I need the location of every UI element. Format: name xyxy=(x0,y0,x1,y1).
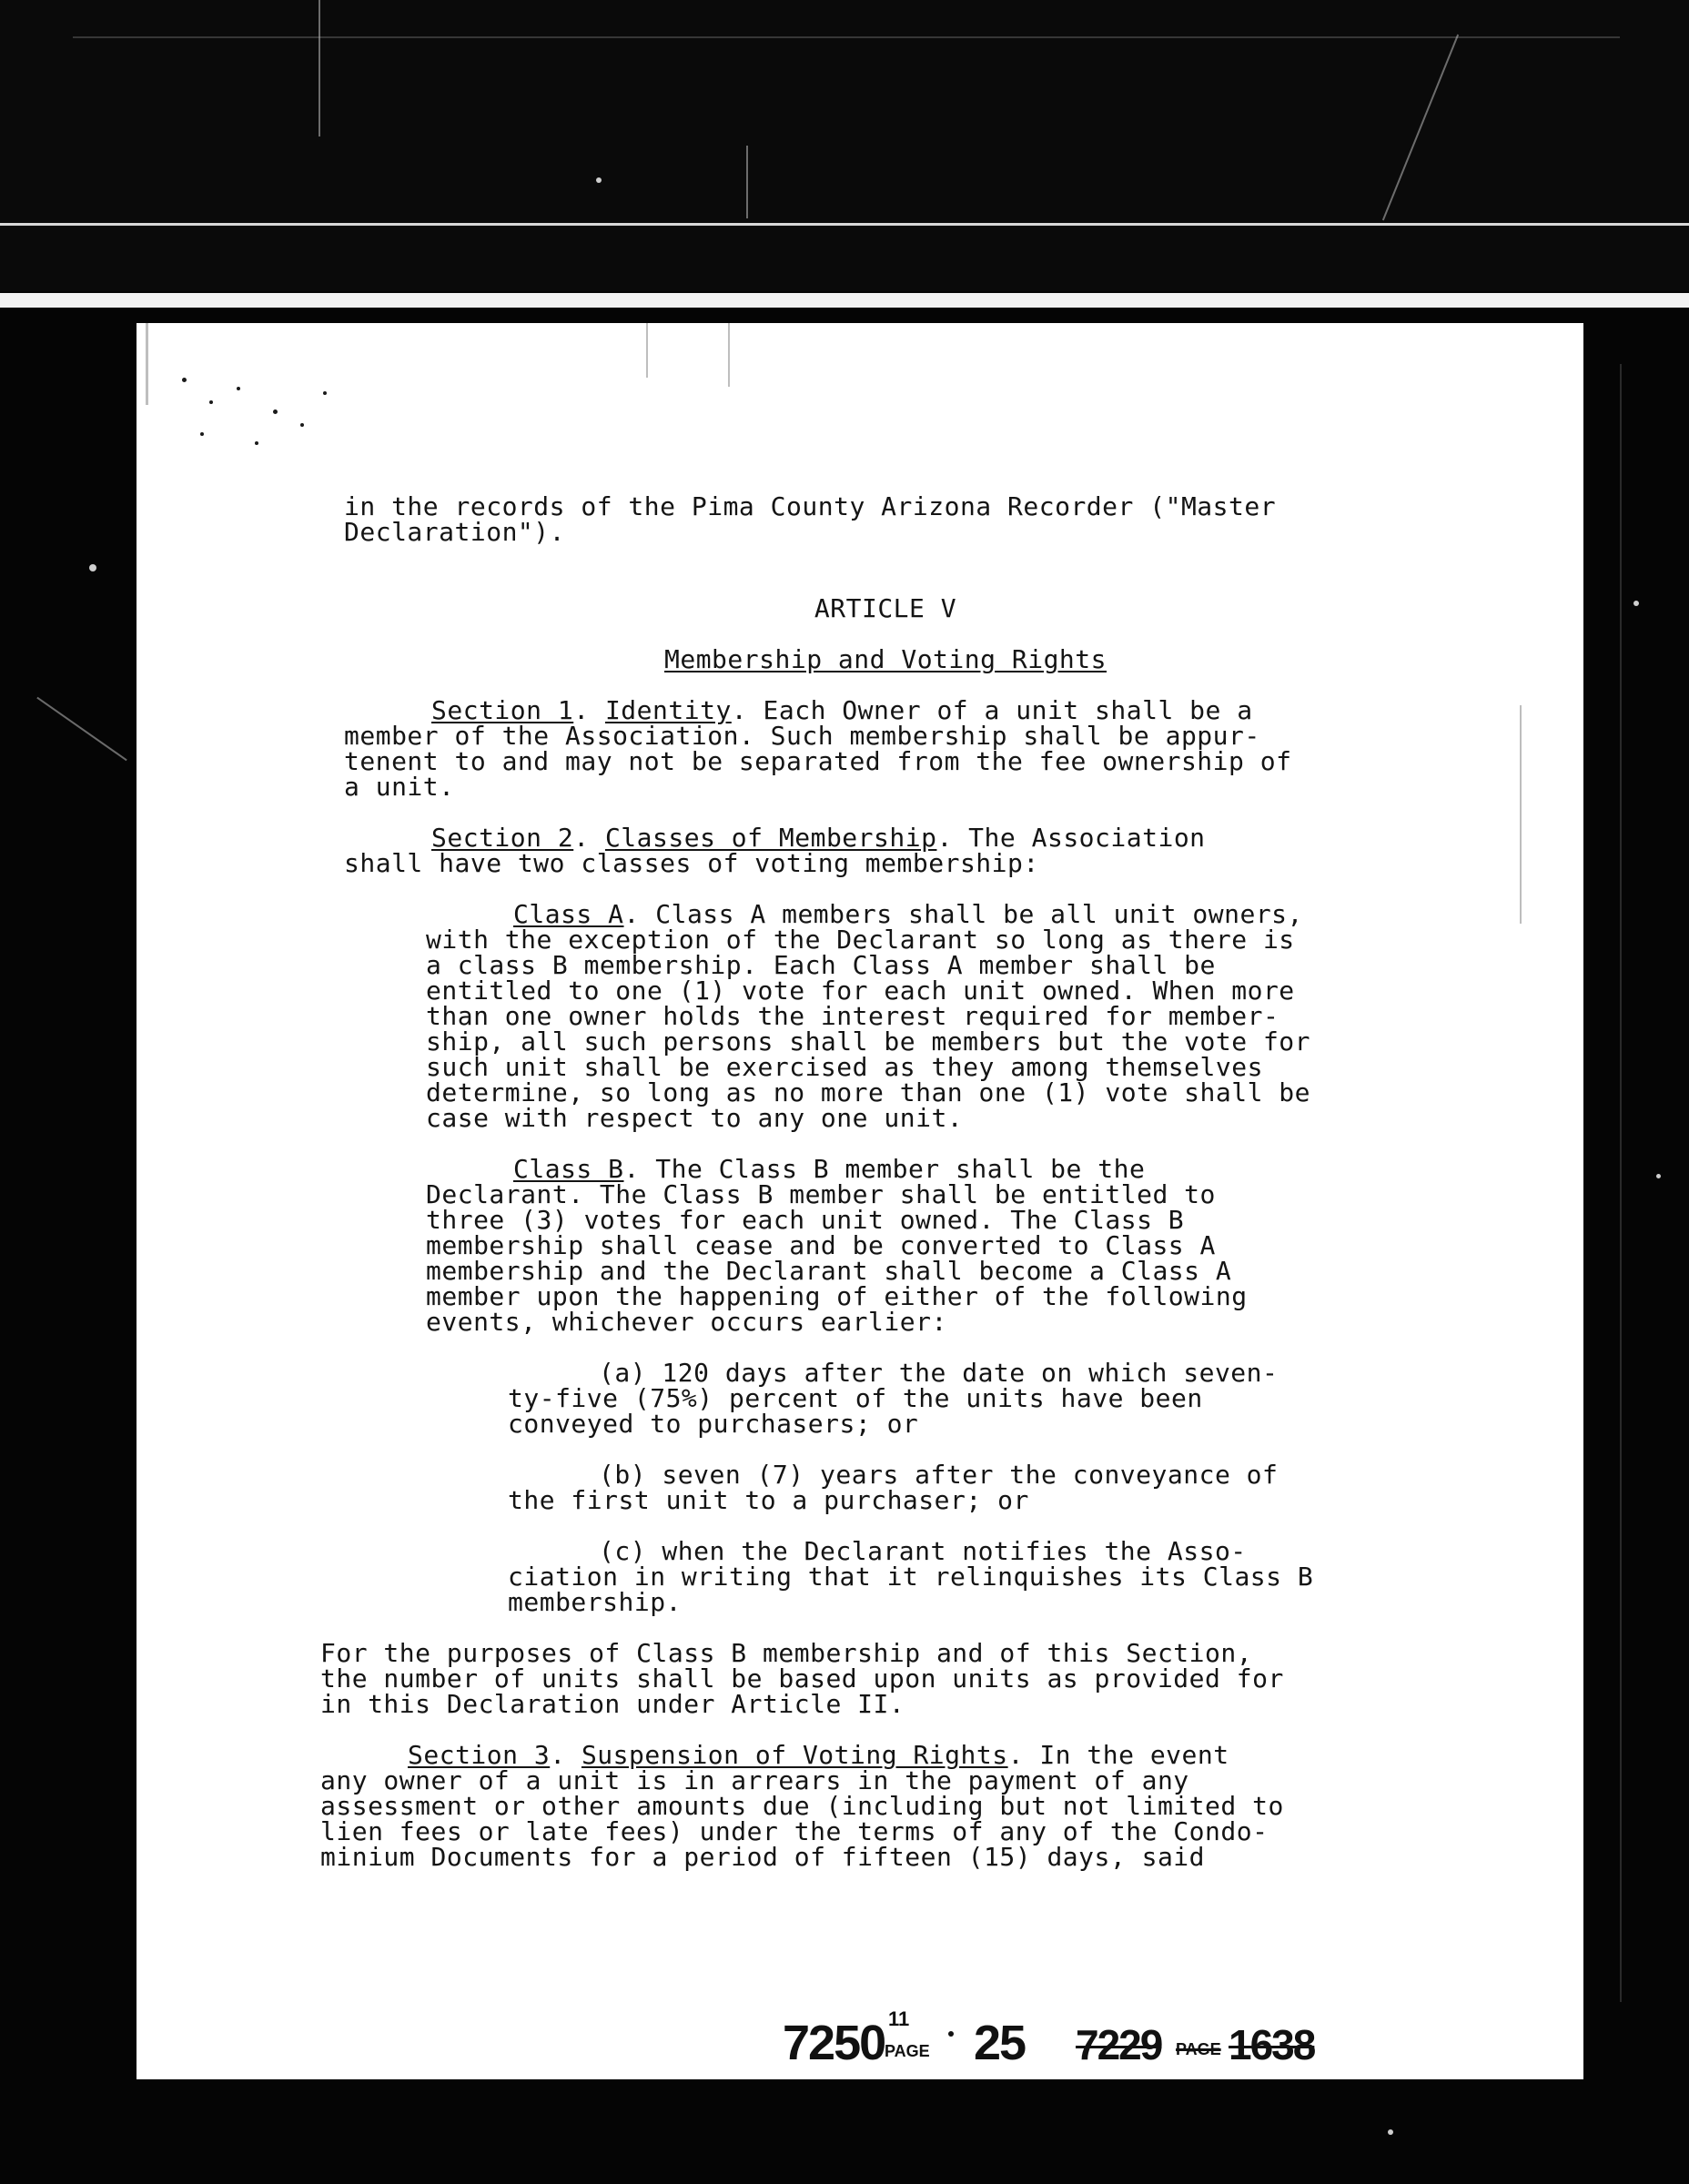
section-2-label: Section 2 xyxy=(431,823,574,853)
class-b-text: The Class B member shall be the xyxy=(655,1154,1146,1184)
scan-streak xyxy=(646,323,648,378)
docket-number: 7250 xyxy=(783,2016,885,2070)
purposes-line: the number of units shall be based upon units as provided for xyxy=(320,1663,1284,1694)
scan-streak xyxy=(73,36,1620,38)
stamp-dot xyxy=(948,2031,954,2037)
scan-streak xyxy=(146,323,148,405)
intro-line: in the records of the Pima County Arizona Recorder ("Master xyxy=(344,491,1277,521)
scan-speck xyxy=(200,432,204,436)
scan-streak xyxy=(1620,364,1622,2002)
purposes-paragraph xyxy=(320,1638,1427,1719)
class-a-line: than one owner holds the interest required for member- xyxy=(426,1001,1279,1031)
purposes-line: in this Declaration under Article II. xyxy=(320,1689,905,1719)
section-3-text: In the event xyxy=(1039,1740,1229,1770)
class-b-line: three (3) votes for each unit owned. The Class B xyxy=(426,1205,1185,1235)
document-body xyxy=(320,491,1427,1872)
article-subtitle-text: Membership and Voting Rights xyxy=(663,644,1107,674)
class-a-line: a class B membership. Each Class A member shall be xyxy=(426,950,1216,980)
section-3-line: Section 3. Suspension of Voting Rights. In the event xyxy=(408,1740,1229,1770)
class-a-label: Class A xyxy=(513,899,624,929)
scan-speck xyxy=(255,441,258,445)
item-b-line: the first unit to a purchaser; or xyxy=(508,1485,1029,1515)
section-1-label: Section 1 xyxy=(431,695,574,725)
section-1 xyxy=(344,695,1427,802)
scan-speck xyxy=(1633,601,1639,606)
scan-streak xyxy=(746,146,748,218)
purposes-line: For the purposes of Class B membership and of this Section, xyxy=(320,1638,1253,1668)
class-a-line: with the exception of the Declarant so long as there is xyxy=(426,925,1295,955)
scan-streak xyxy=(319,0,320,136)
docket-superscript: 11 xyxy=(888,2007,910,2030)
class-a-line: such unit shall be exercised as they among themselves xyxy=(426,1052,1263,1082)
page-label: PAGE xyxy=(885,2042,930,2060)
class-a-line: ship, all such persons shall be members but the vote for xyxy=(426,1026,1311,1057)
scan-rule-band xyxy=(0,293,1689,308)
document-page xyxy=(137,323,1583,2079)
section-3-heading: Suspension of Voting Rights xyxy=(581,1740,1008,1770)
section-2-text: The Association xyxy=(968,823,1206,853)
class-b-line: membership shall cease and be converted to Class A xyxy=(426,1230,1216,1260)
section-1-line: a unit. xyxy=(344,772,455,802)
scan-speck xyxy=(182,378,187,382)
class-b-line: membership and the Declarant shall become a Class A xyxy=(426,1256,1232,1286)
intro-line: Declaration"). xyxy=(344,517,566,547)
class-a-line: case with respect to any one unit. xyxy=(426,1103,964,1133)
scan-speck xyxy=(1388,2129,1393,2135)
item-a xyxy=(344,1360,1427,1437)
class-b-line: Class B. The Class B member shall be the xyxy=(513,1154,1146,1184)
scan-streak xyxy=(36,697,126,761)
scan-speck xyxy=(273,410,278,414)
class-a-line: entitled to one (1) vote for each unit owned. When more xyxy=(426,976,1295,1006)
item-b xyxy=(344,1462,1427,1513)
scan-speck xyxy=(323,391,327,395)
section-2-heading: Classes of Membership xyxy=(604,823,937,853)
article-title: ARTICLE V xyxy=(814,593,957,623)
section-2-line: shall have two classes of voting membership: xyxy=(344,848,1039,878)
class-a-text: Class A members shall be all unit owners, xyxy=(655,899,1303,929)
class-a-line: Class A. Class A members shall be all unit owners, xyxy=(513,899,1303,929)
item-a-line: conveyed to purchasers; or xyxy=(508,1409,919,1439)
section-1-line: Section 1. Identity. Each Owner of a unit shall be a xyxy=(431,695,1253,725)
scan-streak xyxy=(1520,705,1522,924)
struck-page-number: 1638 xyxy=(1229,2021,1315,2068)
section-3-line: assessment or other amounts due (including but not limited to xyxy=(320,1791,1284,1821)
section-3 xyxy=(320,1740,1427,1872)
scan-speck xyxy=(209,400,213,404)
docket-stamp xyxy=(783,2007,1383,2075)
item-b-line: (b) seven (7) years after the conveyance of xyxy=(599,1460,1279,1490)
section-1-line: member of the Association. Such membership shall be appur- xyxy=(344,721,1260,751)
class-a xyxy=(344,899,1427,1133)
section-1-heading: Identity xyxy=(604,695,732,725)
scan-speck xyxy=(300,423,304,427)
section-2-line: Section 2. Classes of Membership. The Association xyxy=(431,823,1206,853)
scan-rule-line xyxy=(0,223,1689,226)
section-3-line: minium Documents for a period of fifteen (15) days, said xyxy=(320,1842,1206,1872)
item-c-line: membership. xyxy=(508,1587,682,1617)
section-2 xyxy=(344,825,1427,876)
item-a-line: (a) 120 days after the date on which seven- xyxy=(599,1358,1279,1388)
scan-top-band xyxy=(0,0,1689,291)
item-a-line: ty-five (75%) percent of the units have been xyxy=(508,1383,1203,1413)
item-c xyxy=(344,1536,1427,1617)
class-b-line: events, whichever occurs earlier: xyxy=(426,1307,947,1337)
struck-page-label: PAGE xyxy=(1176,2040,1221,2058)
class-b-line: Declarant. The Class B member shall be entitled to xyxy=(426,1179,1216,1209)
class-b-label: Class B xyxy=(513,1154,624,1184)
section-3-label: Section 3 xyxy=(408,1740,551,1770)
struck-docket-number: 7229 xyxy=(1076,2021,1162,2068)
item-c-line: (c) when the Declarant notifies the Asso- xyxy=(599,1536,1247,1566)
class-b xyxy=(344,1154,1427,1337)
article-subtitle xyxy=(344,644,1427,674)
scan-speck xyxy=(596,177,602,183)
class-a-line: determine, so long as no more than one (1) vote shall be xyxy=(426,1077,1311,1107)
section-1-text: Each Owner of a unit shall be a xyxy=(763,695,1253,725)
page-number: 25 xyxy=(974,2016,1026,2070)
section-3-line: lien fees or late fees) under the terms of any of the Condo- xyxy=(320,1816,1269,1846)
scan-speck xyxy=(89,564,96,571)
section-3-line: any owner of a unit is in arrears in the payment of any xyxy=(320,1765,1189,1795)
class-b-line: member upon the happening of either of the following xyxy=(426,1281,1248,1311)
scan-streak xyxy=(728,323,730,387)
item-c-line: ciation in writing that it relinquishes its Class B xyxy=(508,1562,1314,1592)
section-1-line: tenent to and may not be separated from the fee ownership of xyxy=(344,746,1292,776)
scan-speck xyxy=(1656,1174,1661,1178)
scan-speck xyxy=(237,387,240,390)
